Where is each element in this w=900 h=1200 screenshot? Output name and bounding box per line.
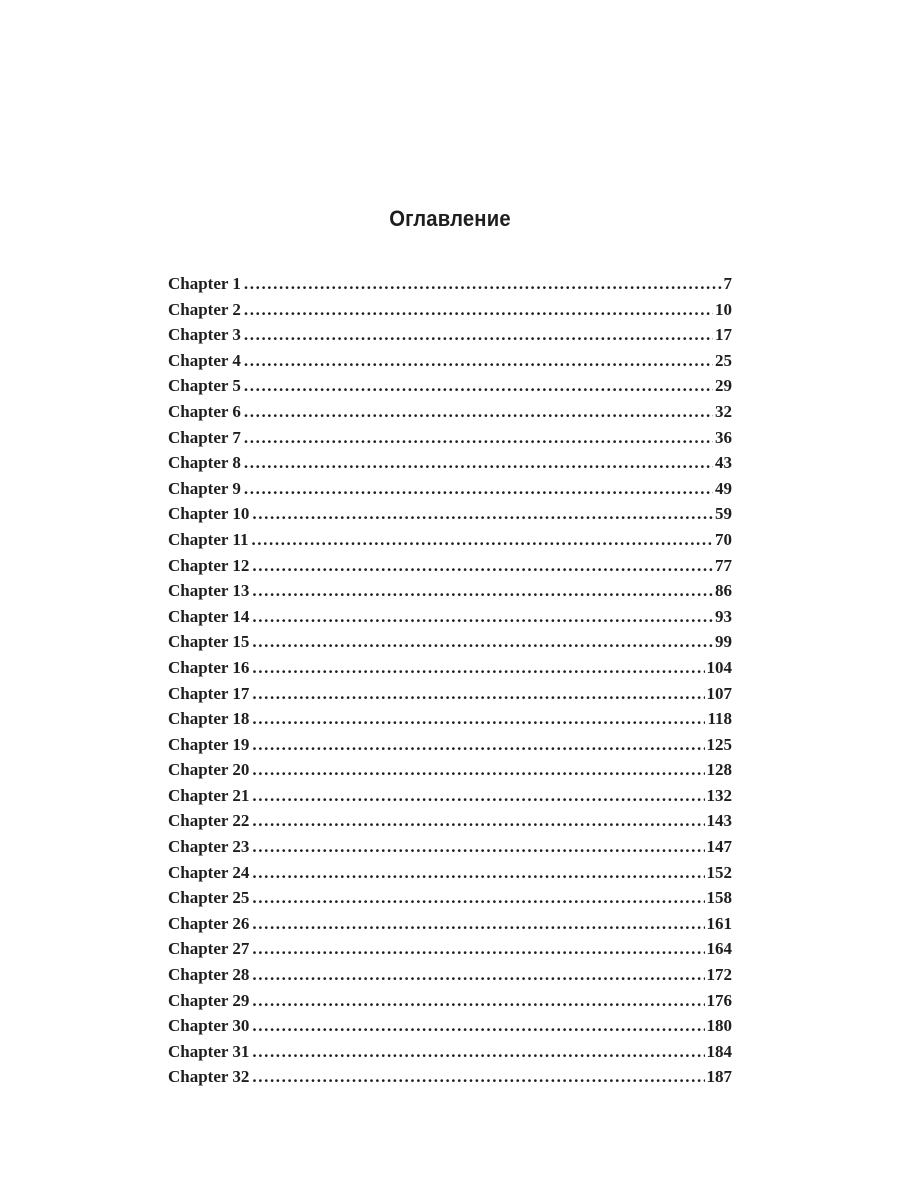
toc-entry-page-number: 49	[715, 478, 732, 498]
dot-leader	[252, 834, 704, 860]
dot-leader	[252, 578, 713, 604]
toc-entry-page-number: 172	[706, 965, 732, 985]
toc-entry-label: Chapter 5	[168, 376, 241, 396]
dot-leader	[244, 322, 713, 348]
dot-leader	[244, 297, 713, 323]
dot-leader	[252, 885, 704, 911]
dot-leader	[252, 706, 705, 732]
toc-entry-12[interactable]	[168, 553, 732, 579]
toc-entry-11[interactable]	[168, 527, 732, 553]
dot-leader	[252, 604, 713, 630]
dot-leader	[252, 962, 704, 988]
toc-entry-label: Chapter 26	[168, 913, 250, 933]
dot-leader	[252, 1039, 704, 1065]
toc-entry-label: Chapter 8	[168, 453, 241, 473]
toc-entry-20[interactable]	[168, 757, 732, 783]
dot-leader	[252, 988, 704, 1014]
dot-leader	[244, 373, 713, 399]
dot-leader	[252, 681, 704, 707]
toc-entry-page-number: 70	[715, 529, 732, 549]
dot-leader	[252, 732, 704, 758]
toc-entry-1[interactable]	[168, 271, 732, 297]
dot-leader	[244, 425, 713, 451]
toc-entry-page-number: 93	[715, 606, 732, 626]
toc-entry-page-number: 36	[715, 427, 732, 447]
dot-leader	[252, 553, 713, 579]
dot-leader	[244, 399, 713, 425]
dot-leader	[252, 911, 704, 937]
toc-entry-21[interactable]	[168, 783, 732, 809]
toc-entry-24[interactable]	[168, 860, 732, 886]
toc-entry-label: Chapter 23	[168, 837, 250, 857]
toc-entry-page-number: 158	[706, 888, 732, 908]
toc-entry-label: Chapter 19	[168, 734, 250, 754]
toc-entry-5[interactable]	[168, 373, 732, 399]
toc-entry-page-number: 77	[715, 555, 732, 575]
dot-leader	[244, 348, 713, 374]
toc-entry-page-number: 43	[715, 453, 732, 473]
toc-entry-26[interactable]	[168, 911, 732, 937]
toc-entry-8[interactable]	[168, 450, 732, 476]
toc-entry-4[interactable]	[168, 348, 732, 374]
dot-leader	[252, 936, 704, 962]
dot-leader	[244, 450, 713, 476]
toc-entry-page-number: 147	[706, 837, 732, 857]
toc-entry-page-number: 7	[723, 274, 732, 293]
toc-entry-label: Chapter 13	[168, 581, 250, 601]
toc-entry-page-number: 152	[706, 862, 732, 882]
toc-entry-label: Chapter 31	[168, 1041, 250, 1061]
toc-entry-label: Chapter 18	[168, 709, 250, 729]
toc-entry-page-number: 10	[715, 299, 732, 319]
toc-entry-label: Chapter 4	[168, 350, 241, 370]
toc-entry-label: Chapter 7	[168, 427, 241, 447]
toc-entry-label: Chapter 2	[168, 299, 241, 319]
toc-entry-page-number: 125	[706, 734, 732, 754]
toc-entry-9[interactable]	[168, 476, 732, 502]
toc-entry-label: Chapter 6	[168, 401, 241, 421]
toc-entry-23[interactable]	[168, 834, 732, 860]
toc-entry-31[interactable]	[168, 1039, 732, 1065]
toc-entry-page-number: 25	[715, 350, 732, 370]
toc-entry-label: Chapter 1	[168, 274, 241, 293]
toc-entry-label: Chapter 32	[168, 1067, 250, 1087]
dot-leader	[252, 1013, 704, 1039]
toc-entry-label: Chapter 20	[168, 760, 250, 780]
toc-entry-13[interactable]	[168, 578, 732, 604]
toc-entry-label: Chapter 12	[168, 555, 250, 575]
toc-entry-label: Chapter 27	[168, 939, 250, 959]
toc-entry-30[interactable]	[168, 1013, 732, 1039]
toc-entry-15[interactable]	[168, 629, 732, 655]
toc-entry-page-number: 164	[706, 939, 732, 959]
dot-leader	[244, 271, 722, 297]
dot-leader	[252, 860, 704, 886]
toc-entry-page-number: 187	[706, 1067, 732, 1087]
toc-entry-32[interactable]	[168, 1064, 732, 1090]
toc-entry-page-number: 107	[706, 683, 732, 703]
toc-entry-page-number: 118	[707, 709, 732, 729]
dot-leader	[252, 501, 713, 527]
dot-leader	[252, 783, 704, 809]
toc-entry-16[interactable]	[168, 655, 732, 681]
toc-entry-label: Chapter 25	[168, 888, 250, 908]
toc-entry-label: Chapter 17	[168, 683, 250, 703]
toc-entry-25[interactable]	[168, 885, 732, 911]
toc-entry-label: Chapter 3	[168, 325, 241, 345]
toc-entry-label: Chapter 9	[168, 478, 241, 498]
toc-entry-29[interactable]	[168, 988, 732, 1014]
toc-entry-label: Chapter 16	[168, 657, 250, 677]
toc-entry-page-number: 184	[706, 1041, 732, 1061]
dot-leader	[252, 757, 704, 783]
toc-entry-page-number: 104	[706, 657, 732, 677]
toc-entry-17[interactable]	[168, 681, 732, 707]
dot-leader	[252, 629, 713, 655]
toc-entry-page-number: 29	[715, 376, 732, 396]
toc-entry-page-number: 32	[715, 401, 732, 421]
toc-entry-10[interactable]	[168, 501, 732, 527]
page-title: Оглавление	[389, 206, 511, 231]
toc-entry-label: Chapter 10	[168, 504, 250, 524]
toc-entry-22[interactable]	[168, 808, 732, 834]
toc-entry-label: Chapter 21	[168, 785, 250, 805]
toc-entry-label: Chapter 15	[168, 632, 250, 652]
toc-entry-page-number: 161	[706, 913, 732, 933]
dot-leader	[252, 1064, 704, 1090]
toc-entry-page-number: 86	[715, 581, 732, 601]
table-of-contents	[168, 271, 732, 1090]
toc-entry-page-number: 128	[706, 760, 732, 780]
toc-entry-label: Chapter 30	[168, 1016, 250, 1036]
toc-entry-28[interactable]	[168, 962, 732, 988]
toc-entry-page-number: 143	[706, 811, 732, 831]
toc-entry-label: Chapter 14	[168, 606, 250, 626]
toc-entry-page-number: 17	[715, 325, 732, 345]
toc-entry-19[interactable]	[168, 732, 732, 758]
toc-entry-label: Chapter 24	[168, 862, 250, 882]
toc-entry-18[interactable]	[168, 706, 732, 732]
toc-entry-6[interactable]	[168, 399, 732, 425]
dot-leader	[244, 476, 713, 502]
toc-entry-page-number: 59	[715, 504, 732, 524]
toc-entry-label: Chapter 22	[168, 811, 250, 831]
toc-entry-label: Chapter 28	[168, 965, 250, 985]
dot-leader	[251, 527, 713, 553]
dot-leader	[252, 808, 704, 834]
toc-entry-page-number: 99	[715, 632, 732, 652]
toc-entry-page-number: 180	[706, 1016, 732, 1036]
toc-entry-2[interactable]	[168, 297, 732, 323]
toc-entry-7[interactable]	[168, 425, 732, 451]
toc-entry-label: Chapter 11	[168, 529, 249, 549]
toc-entry-27[interactable]	[168, 936, 732, 962]
toc-entry-page-number: 132	[706, 785, 732, 805]
dot-leader	[252, 655, 704, 681]
toc-entry-label: Chapter 29	[168, 990, 250, 1010]
toc-entry-14[interactable]	[168, 604, 732, 630]
toc-entry-page-number: 176	[706, 990, 732, 1010]
toc-entry-3[interactable]	[168, 322, 732, 348]
